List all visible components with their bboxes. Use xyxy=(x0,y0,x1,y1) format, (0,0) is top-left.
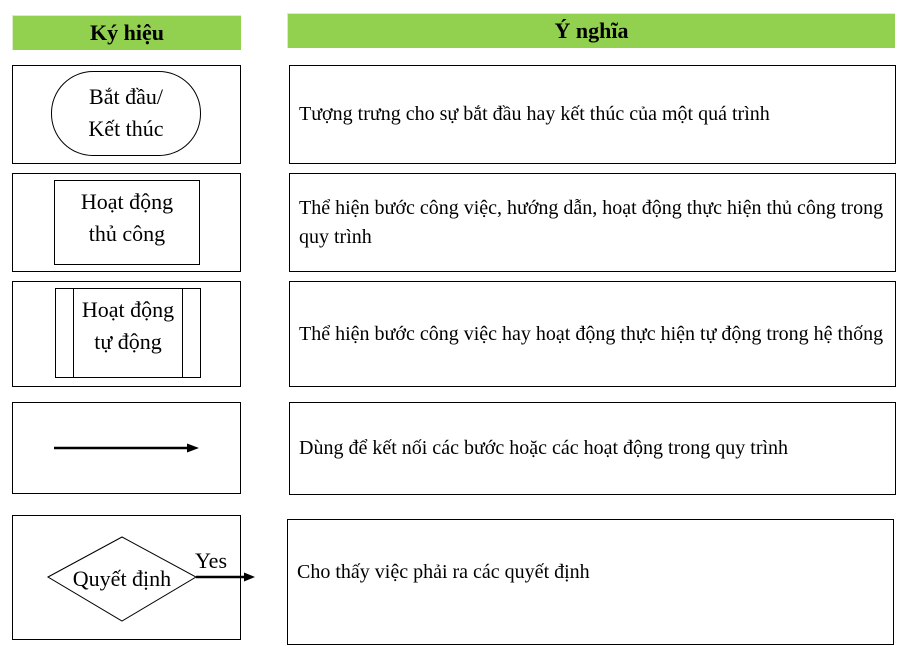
meaning-column-header-text: Ý nghĩa xyxy=(554,18,629,43)
meaning-text-automatic-process: Thể hiện bước công việc hay hoạt động thực hiện tự động trong hệ thống xyxy=(299,322,884,345)
terminator-label-line-2: Kết thúc xyxy=(88,116,164,141)
meaning-text-decision: Cho thấy việc phải ra các quyết định xyxy=(297,560,590,583)
yes-branch-label-text: Yes xyxy=(195,548,228,573)
decision-label xyxy=(48,563,196,595)
automatic-process-label-line-2: tự động xyxy=(94,329,162,354)
meaning-text-terminator: Tượng trưng cho sự bắt đầu hay kết thúc của một quá trình xyxy=(299,103,770,125)
yes-branch-label xyxy=(195,545,237,577)
connector-arrow xyxy=(54,444,199,453)
manual-process-label-line-2: thủ công xyxy=(88,221,166,246)
decision-label-text: Quyết định xyxy=(72,566,172,591)
automatic-process-label-line-1: Hoạt động xyxy=(81,297,175,322)
terminator-label-line-1: Bắt đầu/ xyxy=(89,84,163,109)
meaning-text-manual-process: Thể hiện bước công việc, hướng dẫn, hoạt động thực hiện thủ công trong quy trình xyxy=(299,196,884,248)
manual-process-label-line-1: Hoạt động xyxy=(80,189,174,214)
meaning-text-arrow: Dùng để kết nối các bước hoặc các hoạt động trong quy trình xyxy=(299,437,789,459)
symbol-column-header-text: Ký hiệu xyxy=(90,20,164,45)
